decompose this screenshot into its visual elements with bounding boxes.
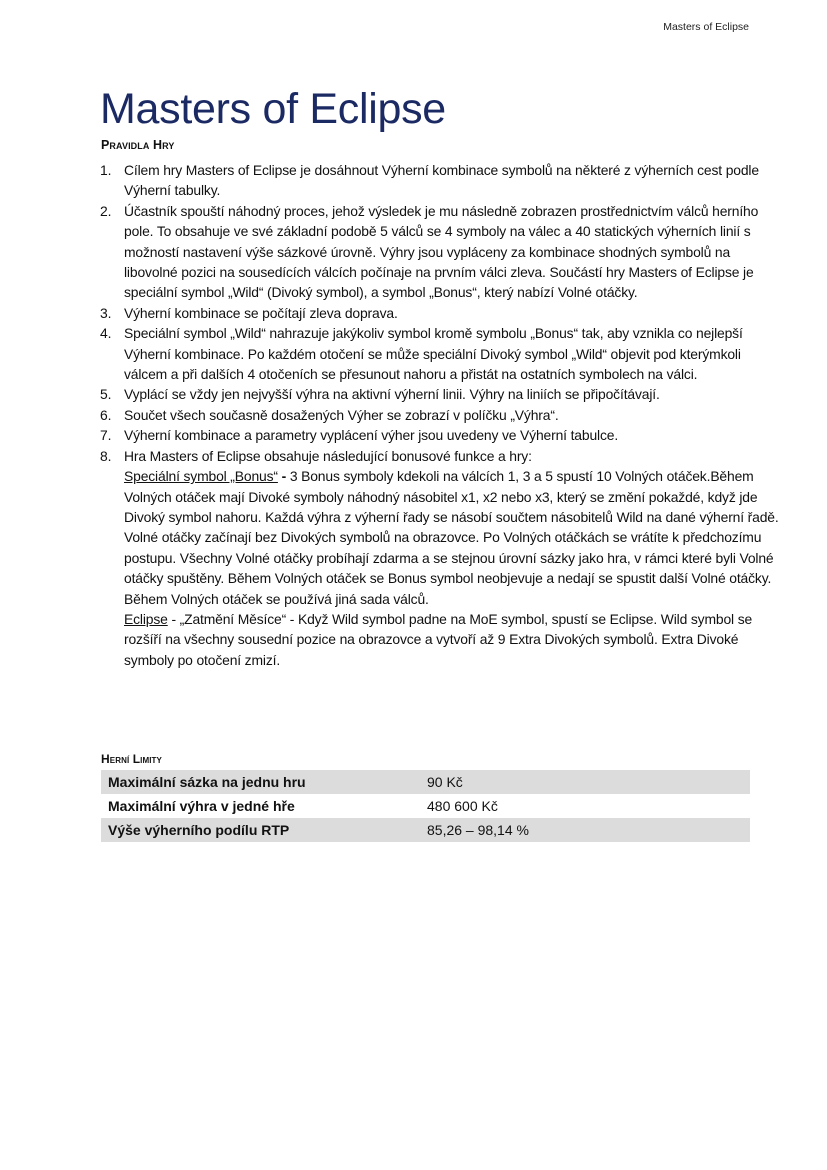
rule-text: Cílem hry Masters of Eclipse je dosáhnout Výherní kombinace symbolů na některé z výherních cest podle Výherní tabulky.	[124, 162, 759, 199]
bonus-feature-text: 3 Bonus symboly kdekoli na válcích 1, 3 a 5 spustí 10 Volných otáček.Během Volných otáček mají Divoké symboly náhodný násobitel x1, x2 nebo x3, který se změní pokaždé, když jde Divoký symbol nahoru. Každá výhra z výherní řady se násobí součtem násobitelů Wild na dané výherní řadě. Volné otáčky začínají bez Divokých symbolů na obrazovce. Po Volných otáčkách se vrátíte k předchozímu postupu. Všechny Volné otáčky probíhají zdarma a se stejnou úrovní sázky jako hra, v rámci které byli Volné otáčky spuštěny. Během Volných otáček se Bonus symbol neobjevuje a nedají se spustit další Volné otáčky. Během Volných otáček se používá jiná sada válců.	[124, 468, 779, 607]
limit-label: Výše výherního podílu RTP	[101, 818, 420, 842]
rule-text: Vyplácí se vždy jen nejvyšší výhra na aktivní výherní linii. Výhry na liniích se připočítávají.	[124, 386, 660, 403]
rule-number: 5.	[100, 386, 112, 403]
rule-item	[100, 323, 784, 384]
limits-heading: Herní Limity	[101, 752, 162, 766]
bonus-feature-separator: -	[277, 468, 290, 485]
document-title: Masters of Eclipse	[100, 85, 446, 133]
rule-number: 3.	[100, 304, 112, 321]
bonus-feature	[124, 468, 779, 606]
rule-item	[100, 160, 784, 201]
limit-value: 480 600 Kč	[427, 798, 498, 814]
rule-item	[100, 303, 784, 323]
limits-row	[101, 770, 750, 794]
rule-number: 8.	[100, 447, 112, 464]
eclipse-feature-text: Když Wild symbol padne na MoE symbol, spustí se Eclipse. Wild symbol se rozšíří na všechny sousední pozice na obrazovce a vytvoří až 9 Extra Divokých symbolů. Extra Divoké symboly po otočení zmizí.	[124, 610, 753, 668]
rule-text: Součet všech současně dosažených Výher se zobrazí v políčku „Výhra“.	[124, 406, 559, 423]
rules-list	[100, 160, 784, 670]
eclipse-feature-name: Eclipse	[124, 610, 168, 627]
rule-text: Účastník spouští náhodný proces, jehož výsledek je mu následně zobrazen prostřednictvím válců herního pole. To obsahuje ve své základní podobě 5 válců se 4 symboly na válec a 40 statických výherních linií s možností nastavení výše sázkové úrovně. Výhry jsou vypláceny za kombinace shodných symbolů na libovolné pozici na sousedících válcích počínaje na prvním válci zleva. Součástí hry Masters of Eclipse je speciální symbol „Wild“ (Divoký symbol), a symbol „Bonus“, který nabízí Volné otáčky.	[124, 202, 759, 301]
eclipse-feature	[124, 611, 752, 668]
rule-text: Speciální symbol „Wild“ nahrazuje jakýkoliv symbol kromě symbolu „Bonus“ tak, aby vznikla co nejlepší Výherní kombinace. Po každém otočení se může speciální Divoký symbol „Wild“ objevit pod kterýmkoli válcem a při dalších 4 otočeních se přesunout nahoru a přistát na ostatních symbolech na válci.	[124, 325, 743, 383]
eclipse-feature-separator: - „Zatmění Měsíce“ -	[167, 610, 298, 627]
limits-table	[101, 770, 750, 842]
rule-item	[100, 384, 784, 404]
rules-heading: Pravidla Hry	[101, 138, 175, 152]
running-header: Masters of Eclipse	[663, 21, 749, 33]
rule-item	[100, 446, 784, 670]
bonus-feature-name: Speciální symbol „Bonus“	[124, 468, 278, 485]
rule-item	[100, 201, 784, 303]
rule-number: 2.	[100, 202, 112, 219]
limit-value: 85,26 – 98,14 %	[420, 818, 750, 842]
limit-label: Maximální sázka na jednu hru	[101, 770, 420, 794]
rule-text: Hra Masters of Eclipse obsahuje následující bonusové funkce a hry:	[124, 447, 532, 464]
rule-item	[100, 405, 784, 425]
rule-number: 4.	[100, 325, 112, 342]
rule-number: 6.	[100, 406, 112, 423]
limits-row	[101, 794, 750, 818]
rule-number: 1.	[100, 162, 112, 178]
rule-text: Výherní kombinace a parametry vyplácení výher jsou uvedeny ve Výherní tabulce.	[124, 427, 619, 444]
limit-value: 90 Kč	[420, 770, 750, 794]
rule-item	[100, 425, 784, 445]
limits-row	[101, 818, 750, 842]
rule-text: Výherní kombinace se počítají zleva doprava.	[124, 304, 398, 321]
rule-number: 7.	[100, 427, 112, 444]
limit-label: Maximální výhra v jedné hře	[108, 798, 295, 814]
